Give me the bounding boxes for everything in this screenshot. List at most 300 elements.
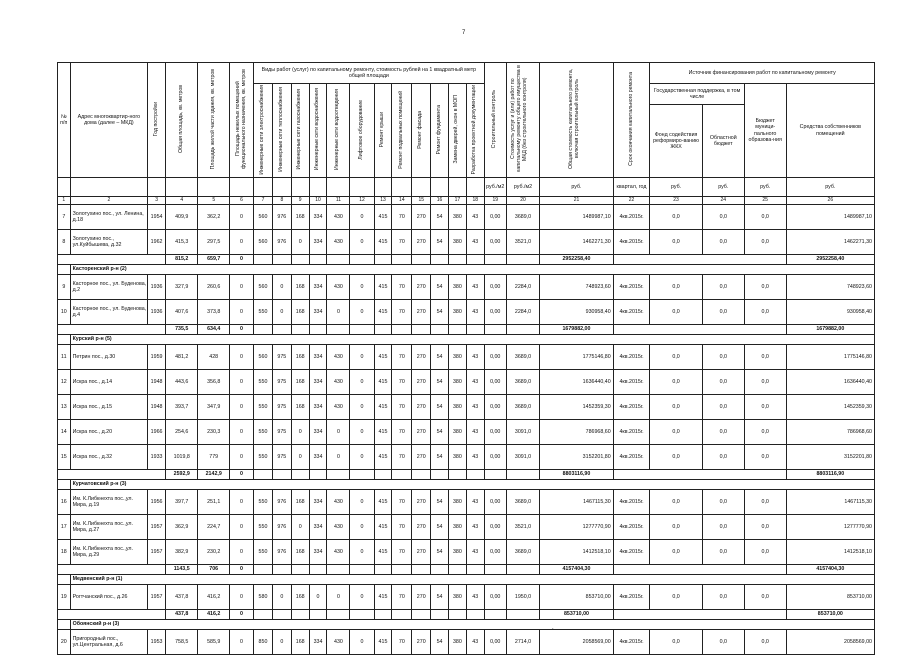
subtotal-row xyxy=(58,565,875,575)
table-cell: 0,0 xyxy=(702,370,744,395)
page-mark: 7 xyxy=(462,30,466,36)
subtotal-blank xyxy=(412,565,431,575)
table-cell: 1953 xyxy=(148,630,166,655)
table-cell: 380 xyxy=(448,420,466,445)
header-work-4: Инженерные сети водоснабжения xyxy=(314,88,320,171)
subtotal-area-common: 0 xyxy=(229,470,253,480)
column-number: 11 xyxy=(327,197,350,205)
column-number: 20 xyxy=(506,197,540,205)
table-cell: 415 xyxy=(374,230,392,255)
header-work-6: Лифтовое оборудование xyxy=(358,99,365,160)
table-cell: 20 xyxy=(58,630,71,655)
table-cell: 168 xyxy=(291,395,309,420)
table-cell: 334 xyxy=(309,630,327,655)
table-cell: 0,0 xyxy=(702,345,744,370)
table-cell: 334 xyxy=(309,370,327,395)
subtotal-blank xyxy=(466,565,484,575)
table-cell: 8 xyxy=(58,230,71,255)
subtotal-area-total: 2592,9 xyxy=(165,470,198,480)
table-cell: 1962 xyxy=(148,230,166,255)
subtotal-blank xyxy=(291,255,309,265)
table-cell: 853710,00 xyxy=(786,585,874,610)
header-total-cost: Общая стоимость капитального ремонта, включая строительный контроль xyxy=(568,68,581,170)
table-cell: 0 xyxy=(229,395,253,420)
subtotal-blank xyxy=(506,255,540,265)
subtotal-area-total: 735,5 xyxy=(165,325,198,335)
table-cell: 550 xyxy=(254,515,273,540)
table-cell: 0,0 xyxy=(650,395,702,420)
column-number: 7 xyxy=(254,197,273,205)
table-cell: 70 xyxy=(392,275,412,300)
table-cell: 54 xyxy=(431,420,449,445)
table-cell: 168 xyxy=(291,205,309,230)
table-cell: 270 xyxy=(412,205,431,230)
table-cell: 380 xyxy=(448,345,466,370)
header-state-support: Государственная поддержка, в том числе xyxy=(650,84,744,105)
subtotal-blank xyxy=(448,565,466,575)
table-cell: 407,6 xyxy=(165,300,198,325)
header-work-2: Инженерные сети теплоснабжения xyxy=(277,87,284,172)
table-cell: 430 xyxy=(327,630,350,655)
subtotal-blank xyxy=(327,565,350,575)
table-cell: 393,7 xyxy=(165,395,198,420)
table-cell: 550 xyxy=(254,395,273,420)
table-cell: 976 xyxy=(272,515,291,540)
subtotal-owners: 8803116,90 xyxy=(786,470,874,480)
subtotal-blank xyxy=(484,565,506,575)
table-cell: 0,0 xyxy=(744,230,786,255)
subtotal-blank xyxy=(350,325,374,335)
table-cell: 0 xyxy=(229,445,253,470)
column-number: 23 xyxy=(650,197,702,205)
subtotal-area-living: 659,7 xyxy=(198,255,229,265)
table-cell: 43 xyxy=(466,395,484,420)
table-cell: 10 xyxy=(58,300,71,325)
table-cell: 0 xyxy=(229,230,253,255)
table-cell: 0,00 xyxy=(484,230,506,255)
table-cell: 0 xyxy=(350,630,374,655)
table-cell: 0,0 xyxy=(650,370,702,395)
subtotal-blank xyxy=(291,470,309,480)
subtotal-blank xyxy=(392,610,412,620)
header-cost-per-m2: Стоимость услуг и (или) работ по капитальному ремонту общего имущества в МКД (без строительного контроля) xyxy=(510,65,528,173)
table-cell: 334 xyxy=(309,230,327,255)
table-cell: 975 xyxy=(272,395,291,420)
table-cell: 1950,0 xyxy=(506,585,540,610)
subtotal-blank xyxy=(309,565,327,575)
table-cell: 850 xyxy=(254,630,273,655)
table-cell: 168 xyxy=(291,585,309,610)
table-cell: 0,0 xyxy=(744,205,786,230)
subtotal-area-living: 2142,9 xyxy=(198,470,229,480)
subtotal-blank xyxy=(291,565,309,575)
subtotal-blank xyxy=(327,470,350,480)
table-cell: 0 xyxy=(350,585,374,610)
table-cell: 0,00 xyxy=(484,420,506,445)
table-cell: 550 xyxy=(254,445,273,470)
table-cell: 0,0 xyxy=(702,395,744,420)
table-cell: 1636440,40 xyxy=(540,370,613,395)
unit-cell: руб. xyxy=(744,178,786,197)
table-cell: 9 xyxy=(58,275,71,300)
table-cell: 3152201,80 xyxy=(786,445,874,470)
table-cell: 230,2 xyxy=(198,540,229,565)
table-row xyxy=(58,205,875,230)
table-cell: 43 xyxy=(466,445,484,470)
table-cell: 0 xyxy=(350,345,374,370)
table-cell: 1467115,30 xyxy=(540,490,613,515)
table-cell: 1956 xyxy=(148,490,166,515)
table-cell: 0,0 xyxy=(702,300,744,325)
table-cell: 1462271,30 xyxy=(786,230,874,255)
subtotal-blank xyxy=(58,255,166,265)
subtotal-blank xyxy=(58,610,166,620)
table-cell: 270 xyxy=(412,370,431,395)
table-cell: 17 xyxy=(58,515,71,540)
table-cell: 334 xyxy=(309,345,327,370)
table-cell: 43 xyxy=(466,490,484,515)
table-cell: 168 xyxy=(291,630,309,655)
subtotal-blank xyxy=(350,255,374,265)
table-cell: Золотухино пос., ул.Куйбышева, д.32 xyxy=(70,230,148,255)
table-cell: 3152201,80 xyxy=(540,445,613,470)
table-row xyxy=(58,345,875,370)
subtotal-blank xyxy=(327,610,350,620)
table-cell: 415 xyxy=(374,515,392,540)
table-cell: Петрин пос., д.30 xyxy=(70,345,148,370)
subtotal-blank xyxy=(374,610,392,620)
district-label: Курский р-н (5) xyxy=(70,335,874,345)
table-cell: 0,00 xyxy=(484,395,506,420)
district-row xyxy=(58,265,875,275)
table-cell: 0 xyxy=(272,585,291,610)
table-cell: 224,7 xyxy=(198,515,229,540)
table-cell: 1412518,10 xyxy=(540,540,613,565)
subtotal-blank xyxy=(374,255,392,265)
table-cell: 0,0 xyxy=(650,205,702,230)
table-cell: 0,0 xyxy=(744,585,786,610)
table-cell: 415,3 xyxy=(165,230,198,255)
table-cell: 4кв.2015г. xyxy=(613,585,650,610)
table-cell: 3689,0 xyxy=(506,490,540,515)
table-cell: 3689,0 xyxy=(506,395,540,420)
table-cell: 758,5 xyxy=(165,630,198,655)
table-cell: 0 xyxy=(229,275,253,300)
table-cell: 43 xyxy=(466,205,484,230)
column-number-row xyxy=(58,197,875,205)
table-cell: 0,0 xyxy=(702,585,744,610)
header-term: Срок окончания капитального ремонта xyxy=(627,72,634,166)
table-cell: 0,00 xyxy=(484,515,506,540)
table-cell: 580 xyxy=(254,585,273,610)
subtotal-blank xyxy=(448,610,466,620)
table-cell: 334 xyxy=(309,445,327,470)
district-blank xyxy=(58,265,71,275)
table-cell: 550 xyxy=(254,420,273,445)
table-cell: 415 xyxy=(374,585,392,610)
table-cell: 1936 xyxy=(148,275,166,300)
table-cell: 2284,0 xyxy=(506,300,540,325)
table-cell: 0,0 xyxy=(744,630,786,655)
table-row xyxy=(58,230,875,255)
table-cell: Рогтчанский пос., д.26 xyxy=(70,585,148,610)
table-cell: 786968,60 xyxy=(786,420,874,445)
header-municipal: Бюджет муници-пального образова-ния xyxy=(744,84,786,178)
table-cell: 1452359,30 xyxy=(540,395,613,420)
subtotal-blank xyxy=(431,255,449,265)
district-blank xyxy=(58,335,71,345)
table-cell: 3091,0 xyxy=(506,420,540,445)
table-cell: 168 xyxy=(291,300,309,325)
table-cell: 481,2 xyxy=(165,345,198,370)
subtotal-blank xyxy=(613,610,786,620)
unit-cell: руб. xyxy=(540,178,613,197)
table-cell: 254,6 xyxy=(165,420,198,445)
table-cell: 976 xyxy=(272,540,291,565)
subtotal-blank xyxy=(58,470,166,480)
table-cell: 415 xyxy=(374,205,392,230)
district-row xyxy=(58,620,875,630)
table-cell: 70 xyxy=(392,585,412,610)
table-cell: 2058569,00 xyxy=(786,630,874,655)
table-cell: 0 xyxy=(350,540,374,565)
subtotal-blank xyxy=(613,255,786,265)
table-cell: 3521,0 xyxy=(506,515,540,540)
table-cell: 362,2 xyxy=(198,205,229,230)
table-cell: 373,8 xyxy=(198,300,229,325)
table-cell: 54 xyxy=(431,275,449,300)
table-cell: Искра пос., д.14 xyxy=(70,370,148,395)
table-cell: 43 xyxy=(466,275,484,300)
table-cell: 54 xyxy=(431,370,449,395)
table-cell: 270 xyxy=(412,345,431,370)
table-cell: 4кв.2015г. xyxy=(613,230,650,255)
subtotal-blank xyxy=(309,255,327,265)
subtotal-blank xyxy=(613,325,786,335)
column-number: 17 xyxy=(448,197,466,205)
subtotal-blank xyxy=(254,470,273,480)
table-cell: 18 xyxy=(58,540,71,565)
table-cell: 430 xyxy=(327,345,350,370)
subtotal-blank xyxy=(392,325,412,335)
subtotal-blank xyxy=(254,255,273,265)
subtotal-cost: 8803116,90 xyxy=(540,470,613,480)
table-cell: 14 xyxy=(58,420,71,445)
table-cell: 4кв.2015г. xyxy=(613,490,650,515)
table-cell: 54 xyxy=(431,540,449,565)
table-cell: 168 xyxy=(291,345,309,370)
table-row xyxy=(58,395,875,420)
subtotal-area-common: 0 xyxy=(229,565,253,575)
header-year: Год постройки xyxy=(152,101,159,137)
table-cell: 0,0 xyxy=(650,540,702,565)
table-cell: 1452359,30 xyxy=(786,395,874,420)
table-cell: 853710,00 xyxy=(540,585,613,610)
table-cell: 0 xyxy=(327,445,350,470)
table-cell: 0,0 xyxy=(744,395,786,420)
table-cell: 270 xyxy=(412,300,431,325)
table-cell: 4кв.2015г. xyxy=(613,275,650,300)
table-cell: 43 xyxy=(466,515,484,540)
table-cell: 347,9 xyxy=(198,395,229,420)
table-cell: 415 xyxy=(374,630,392,655)
district-row xyxy=(58,480,875,490)
table-cell: 270 xyxy=(412,445,431,470)
table-cell: 380 xyxy=(448,370,466,395)
subtotal-blank xyxy=(374,565,392,575)
table-cell: 748923,60 xyxy=(540,275,613,300)
subtotal-blank xyxy=(58,565,166,575)
column-number: 6 xyxy=(229,197,253,205)
table-cell: 0,00 xyxy=(484,300,506,325)
table-cell: 70 xyxy=(392,630,412,655)
table-cell: 1019,8 xyxy=(165,445,198,470)
subtotal-owners: 2952258,40 xyxy=(786,255,874,265)
subtotal-blank xyxy=(272,610,291,620)
table-cell: 168 xyxy=(291,370,309,395)
table-cell: Им. К.Либкнехта пос.,ул. Мира, д.29 xyxy=(70,540,148,565)
table-cell: 0 xyxy=(327,585,350,610)
subtotal-blank xyxy=(484,325,506,335)
subtotal-blank xyxy=(466,470,484,480)
subtotal-area-living: 416,2 xyxy=(198,610,229,620)
subtotal-blank xyxy=(309,470,327,480)
table-cell: 0 xyxy=(350,515,374,540)
table-cell: 1966 xyxy=(148,420,166,445)
subtotal-blank xyxy=(412,610,431,620)
table-cell: 0 xyxy=(229,370,253,395)
table-cell: 415 xyxy=(374,490,392,515)
table-cell: 550 xyxy=(254,540,273,565)
table-cell: 0 xyxy=(229,515,253,540)
table-cell: 54 xyxy=(431,445,449,470)
subtotal-area-total: 1143,5 xyxy=(165,565,198,575)
table-cell: 270 xyxy=(412,630,431,655)
table-cell: 0 xyxy=(229,585,253,610)
table-cell: 54 xyxy=(431,230,449,255)
table-cell: 168 xyxy=(291,275,309,300)
table-cell: 415 xyxy=(374,370,392,395)
subtotal-area-common: 0 xyxy=(229,325,253,335)
table-cell: 1462271,30 xyxy=(540,230,613,255)
table-row xyxy=(58,300,875,325)
table-cell: 430 xyxy=(327,540,350,565)
table-cell: 12 xyxy=(58,370,71,395)
table-cell: 270 xyxy=(412,395,431,420)
table-cell: 70 xyxy=(392,230,412,255)
table-cell: 2058569,00 xyxy=(540,630,613,655)
table-row xyxy=(58,630,875,655)
subtotal-owners: 853710,00 xyxy=(786,610,874,620)
column-number: 15 xyxy=(412,197,431,205)
table-cell: Касторное пос., ул. Буденова, д.4 xyxy=(70,300,148,325)
table-cell: 0 xyxy=(327,300,350,325)
column-number: 1 xyxy=(58,197,71,205)
table-cell: 430 xyxy=(327,490,350,515)
subtotal-blank xyxy=(484,470,506,480)
table-cell: 1936 xyxy=(148,300,166,325)
subtotal-blank xyxy=(448,325,466,335)
table-cell: 0 xyxy=(272,630,291,655)
table-cell: 0,0 xyxy=(702,490,744,515)
table-cell: 0,00 xyxy=(484,630,506,655)
table-cell: 4кв.2015г. xyxy=(613,630,650,655)
subtotal-blank xyxy=(506,565,540,575)
unit-cell: руб./м2 xyxy=(506,178,540,197)
subtotal-row xyxy=(58,255,875,265)
table-row xyxy=(58,275,875,300)
table-cell: 43 xyxy=(466,300,484,325)
subtotal-blank xyxy=(392,255,412,265)
table-cell: 70 xyxy=(392,490,412,515)
subtotal-blank xyxy=(613,470,786,480)
table-cell: 0,00 xyxy=(484,445,506,470)
table-cell: 0 xyxy=(291,445,309,470)
table-cell: 0 xyxy=(350,230,374,255)
table-cell: 550 xyxy=(254,300,273,325)
table-cell: 1489987,10 xyxy=(540,205,613,230)
header-work-7: Ремонт крыши xyxy=(378,111,385,148)
column-number: 10 xyxy=(309,197,327,205)
column-number: 14 xyxy=(392,197,412,205)
column-number: 13 xyxy=(374,197,392,205)
subtotal-blank xyxy=(272,470,291,480)
table-cell: 1957 xyxy=(148,585,166,610)
table-cell: 334 xyxy=(309,490,327,515)
table-cell: 975 xyxy=(272,345,291,370)
table-cell: 0 xyxy=(229,300,253,325)
table-cell: 16 xyxy=(58,490,71,515)
subtotal-blank xyxy=(466,325,484,335)
table-cell: 0,0 xyxy=(650,490,702,515)
table-cell: 0,00 xyxy=(484,585,506,610)
table-cell: 70 xyxy=(392,300,412,325)
table-row xyxy=(58,585,875,610)
column-number: 4 xyxy=(165,197,198,205)
table-cell: 1775146,80 xyxy=(786,345,874,370)
table-cell: 0 xyxy=(309,585,327,610)
table-cell: 975 xyxy=(272,420,291,445)
table-cell: 43 xyxy=(466,585,484,610)
subtotal-blank xyxy=(350,565,374,575)
subtotal-blank xyxy=(506,470,540,480)
table-cell: 11 xyxy=(58,345,71,370)
subtotal-blank xyxy=(327,255,350,265)
table-cell: 0,0 xyxy=(702,275,744,300)
table-cell: 43 xyxy=(466,420,484,445)
table-cell: 3689,0 xyxy=(506,540,540,565)
table-cell: 4кв.2015г. xyxy=(613,300,650,325)
table-cell: 1954 xyxy=(148,205,166,230)
table-cell: 1775146,80 xyxy=(540,345,613,370)
header-owners: Средства собственников помещений xyxy=(786,84,874,178)
table-cell: 560 xyxy=(254,230,273,255)
capital-repair-table xyxy=(57,62,875,655)
subtotal-cost: 2952258,40 xyxy=(540,255,613,265)
table-cell: 779 xyxy=(198,445,229,470)
table-cell: 0 xyxy=(327,420,350,445)
table-cell: 0,0 xyxy=(744,420,786,445)
table-cell: 380 xyxy=(448,395,466,420)
column-number: 22 xyxy=(613,197,650,205)
table-cell: 270 xyxy=(412,230,431,255)
column-number: 12 xyxy=(350,197,374,205)
subtotal-blank xyxy=(291,325,309,335)
table-cell: 2284,0 xyxy=(506,275,540,300)
subtotal-blank xyxy=(484,255,506,265)
table-cell: 0,0 xyxy=(744,345,786,370)
table-cell: 334 xyxy=(309,540,327,565)
